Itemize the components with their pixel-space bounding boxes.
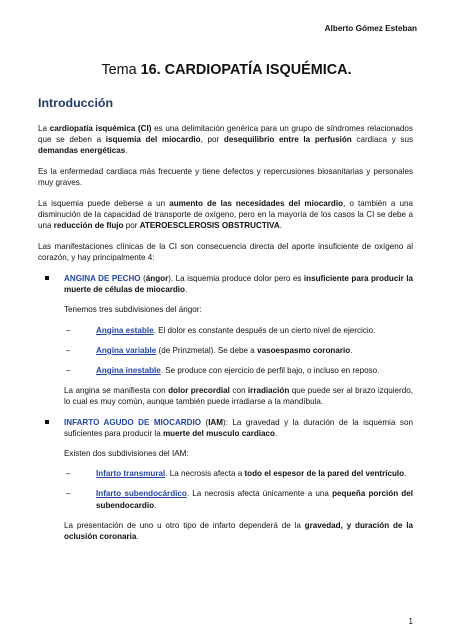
text-run: Angina inestable [96,366,161,376]
title-prefix: Tema [101,62,141,78]
text-run: La [38,124,50,133]
text-run: IAM [208,417,224,427]
paragraph-1 [38,123,413,157]
text-run: cardiaca y sus [351,135,414,145]
text-run: – [66,345,71,355]
text-run: , o también a una disminución de la capacidad de transporte de oxígeno, pero en la mayoría de los casos la CI se debe a una [38,199,413,231]
text-run: con [229,386,248,396]
angina-description [38,385,413,407]
infarto-description [38,520,413,542]
text-run: . [154,500,157,510]
section-heading: Introducción [38,96,114,110]
paragraph-2: Es la enfermedad cardiaca más frecuente y tiene defectos y repercusiones biosanitarias y personales muy graves. [38,167,413,188]
text-run: (de Prinzmetal). Se debe a [156,345,258,355]
list-item-angina-inestable [38,365,413,376]
text-run: , por [200,135,224,145]
text-run: todo el espesor de la pared del ventrículo [244,469,405,479]
list-item-angina-estable [38,325,413,336]
text-run: La presentación de uno u otro tipo de infarto dependerá de la [64,520,305,530]
text-run: – [66,489,71,499]
text-run: . [136,532,139,542]
text-run: . [350,345,353,355]
list-item-angina-variable [38,345,413,356]
text-run: INFARTO AGUDO DE MIOCARDIO [64,417,202,427]
header-author: Alberto Gómez Esteban [324,24,417,33]
text-run: ángor [145,274,169,284]
text-run: vasoespasmo coronario [257,345,351,355]
text-run: ( [201,417,209,427]
text-run: . La necrosis afecta únicamente a una [186,489,333,499]
text-run: aumento de las necesidades del miocardio [169,199,344,209]
text-run: Angina estable [96,325,154,335]
text-run: gravedad, y duración de la oclusión coronaria [64,520,414,542]
square-bullet-icon [45,276,49,280]
page-title [0,62,453,78]
text-run: . La necrosis afecta a [165,469,245,479]
document-body [38,123,413,551]
list-item-infarto-subendocardico [38,488,413,510]
text-run: Infarto subendocárdico [96,489,187,499]
text-run: irradiación [247,386,290,396]
page-number: 1 [408,617,413,626]
text-run: insuficiente para producir la muerte de células de miocardio [64,274,413,295]
text-run: Infarto transmural [96,469,166,479]
text-run: . [185,285,188,295]
text-run: ). La isquemia produce dolor pero es [168,274,304,284]
angina-subdivisions-intro: Tenemos tres subdivisiones del ángor: [64,305,202,315]
text-run: reducción de flujo [53,221,124,231]
bullet-angina [38,273,413,295]
text-run: Angina variable [96,345,157,355]
text-run: La isquemia puede deberse a un [38,199,170,209]
text-run: ATEROESCLEROSIS OBSTRUCTIVA [139,221,280,231]
bullet-infarto [38,417,413,439]
text-run: . El dolor es constante después de un cierto nivel de ejercicio. [153,325,376,335]
text-run: . Se produce con ejercicio de perfil bajo, o incluso en reposo. [160,366,380,376]
text-run: – [66,325,71,335]
text-run: La angina se manifiesta con [64,386,169,396]
square-bullet-icon [45,420,49,424]
text-run: desequilibrio entre la perfusión [223,135,352,145]
text-run: – [66,366,71,376]
title-bold: 16. CARDIOPATÍA ISQUÉMICA. [140,62,352,78]
text-run: muerte del musculo cardiaco [162,428,275,438]
paragraph-4: Las manifestaciones clínicas de la CI son consecuencia directa del aporte insuficiente de oxígeno al corazón, y hay principalmente 4: [38,242,413,263]
text-run: pequeña porción del subendocardio [96,489,413,510]
text-run: demandas energéticas [38,146,126,156]
text-run: ( [140,274,146,284]
text-run: . [279,221,282,231]
text-run: ANGINA DE PECHO [64,274,141,284]
text-run: dolor precordial [168,386,230,396]
text-run: . [125,146,128,156]
text-run: . [404,469,407,479]
text-run: es una delimitación genérica para un grupo de síndromes relacionados que se deben a [38,124,413,145]
paragraph-3 [38,198,413,232]
text-run: – [66,469,71,479]
text-run: isquemia del miocardio [105,135,201,145]
text-run: por [123,221,140,231]
infarto-subdivisions-intro: Existen dos subdivisiones del IAM: [64,449,189,459]
text-run: que puede ser al brazo izquierdo, lo cual es muy común, aunque también puede irradiarse a la mandíbula. [64,386,413,407]
text-run: ): La gravedad y la duración de la isquemia son suficientes para producir la [64,417,413,438]
text-run: cardiopatía isquémica (CI) [49,124,152,133]
list-item-infarto-transmural [38,468,413,479]
text-run: . [275,428,278,438]
